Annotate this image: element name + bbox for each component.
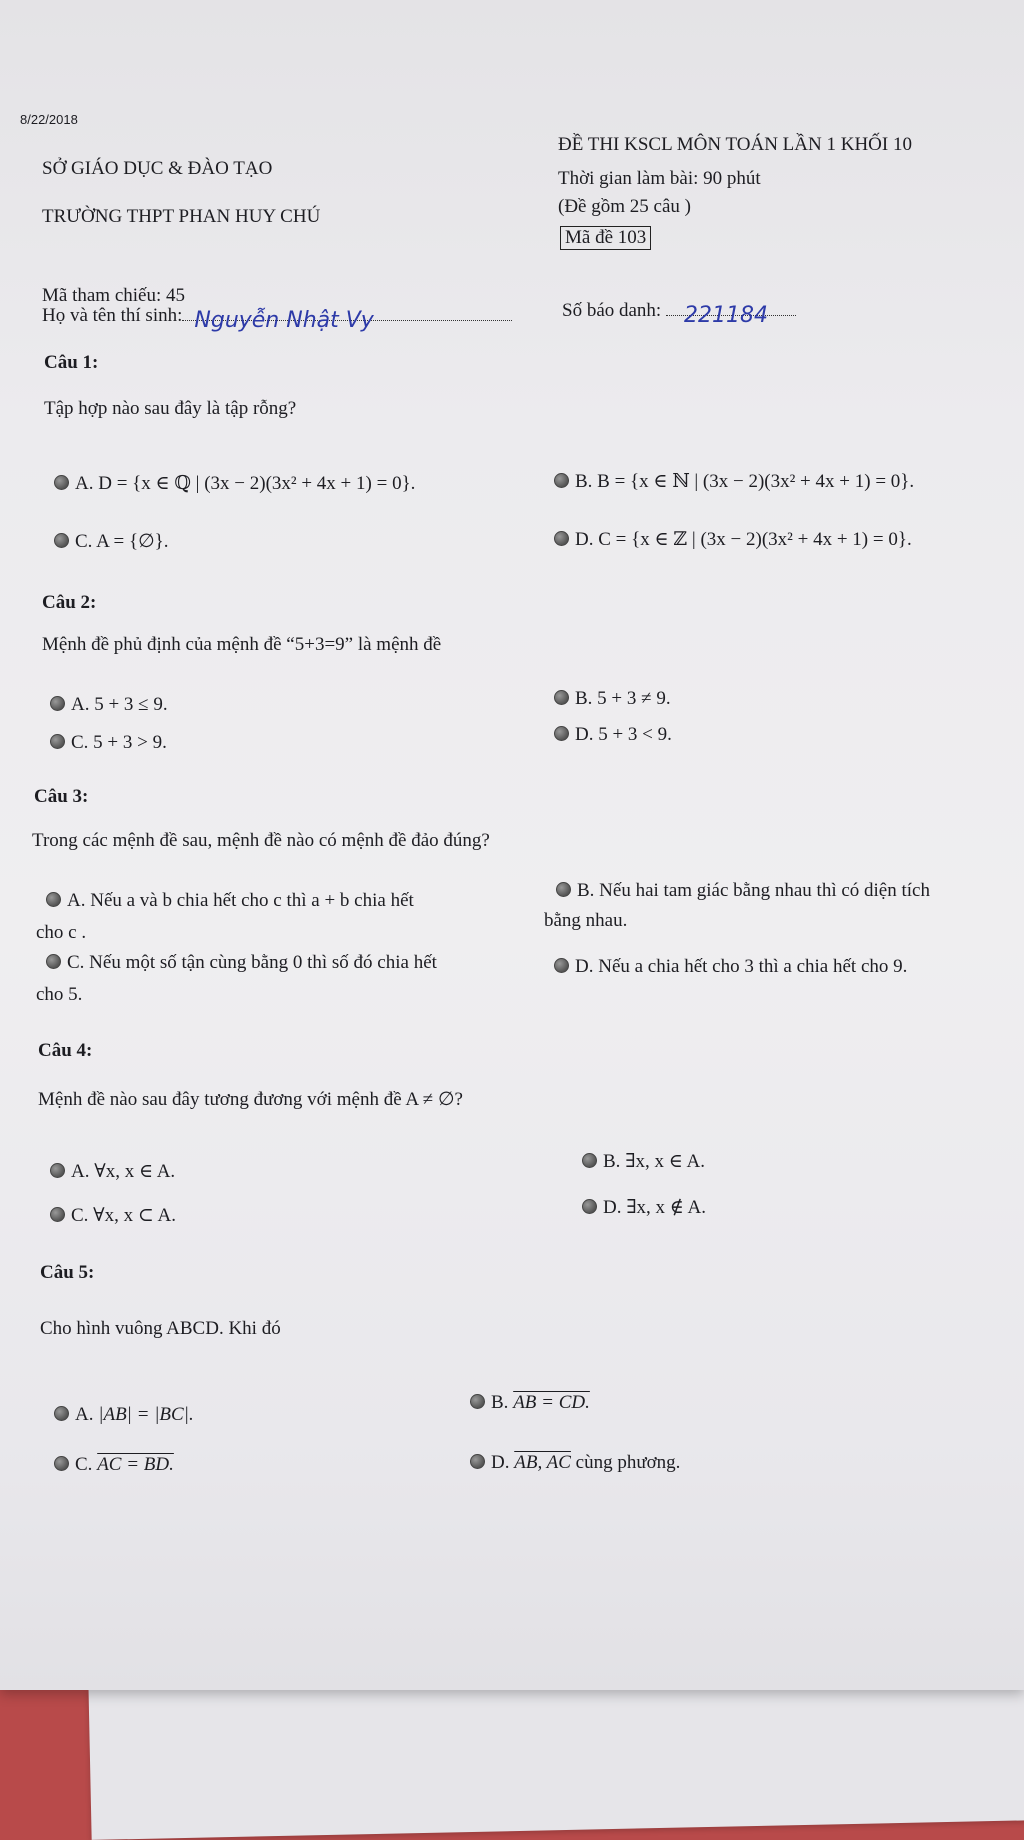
question-4-text: Mệnh đề nào sau đây tương đương với mệnh đề A ≠ ∅? [38, 1089, 463, 1110]
question-5-label: Câu 5: [40, 1262, 95, 1283]
question-3-option-b-cont: bằng nhau. [544, 910, 628, 931]
radio-bullet-icon [554, 473, 569, 488]
radio-bullet-icon [470, 1454, 485, 1469]
department-name: SỞ GIÁO DỤC & ĐÀO TẠO [42, 158, 273, 179]
question-1-option-a[interactable]: A. D = {x ∈ ℚ | (3x − 2)(3x² + 4x + 1) = 0}. [54, 472, 415, 495]
radio-bullet-icon [54, 1406, 69, 1421]
radio-bullet-icon [50, 1163, 65, 1178]
question-4-option-b[interactable]: B. ∃x, x ∈ A. [582, 1150, 705, 1173]
radio-bullet-icon [50, 1207, 65, 1222]
question-5-option-c[interactable]: C. AC = BD. [54, 1454, 174, 1476]
print-date: 8/22/2018 [20, 112, 78, 127]
sbd-handwritten: 221184 [683, 303, 768, 328]
question-4-option-a[interactable]: A. ∀x, x ∈ A. [50, 1160, 175, 1183]
question-5-option-d[interactable]: D. AB, AC cùng phương. [470, 1452, 680, 1474]
radio-bullet-icon [46, 892, 61, 907]
candidate-name-line [182, 308, 512, 333]
question-3-option-b[interactable]: B. Nếu hai tam giác bằng nhau thì có diện tích [556, 880, 930, 902]
question-1-option-b[interactable]: B. B = {x ∈ ℕ | (3x − 2)(3x² + 4x + 1) = 0}. [554, 470, 914, 493]
exam-time: Thời gian làm bài: 90 phút [558, 168, 761, 189]
question-5-text: Cho hình vuông ABCD. Khi đó [40, 1318, 281, 1339]
radio-bullet-icon [582, 1199, 597, 1214]
exam-code: Mã đề 103 [560, 226, 651, 250]
school-name: TRƯỜNG THPT PHAN HUY CHÚ [42, 206, 321, 227]
radio-bullet-icon [54, 1456, 69, 1471]
question-4-option-d[interactable]: D. ∃x, x ∉ A. [582, 1196, 706, 1219]
question-3-option-a[interactable]: A. Nếu a và b chia hết cho c thì a + b chia hết [46, 890, 414, 912]
radio-bullet-icon [554, 531, 569, 546]
radio-bullet-icon [556, 882, 571, 897]
exam-title: ĐỀ THI KSCL MÔN TOÁN LẦN 1 KHỐI 10 [558, 134, 912, 155]
candidate-name-row [42, 305, 512, 333]
question-3-option-c[interactable]: C. Nếu một số tận cùng bằng 0 thì số đó chia hết [46, 952, 437, 974]
radio-bullet-icon [554, 690, 569, 705]
question-2-option-c[interactable]: C. 5 + 3 > 9. [50, 732, 167, 754]
question-5-option-b[interactable]: B. AB = CD. [470, 1392, 590, 1414]
question-3-text: Trong các mệnh đề sau, mệnh đề nào có mệnh đề đảo đúng? [32, 830, 490, 851]
question-3-option-d[interactable]: D. Nếu a chia hết cho 3 thì a chia hết cho 9. [554, 956, 907, 978]
question-3-option-a-cont: cho c . [36, 922, 87, 943]
radio-bullet-icon [50, 734, 65, 749]
radio-bullet-icon [554, 958, 569, 973]
question-count: (Đề gồm 25 câu ) [558, 196, 691, 217]
question-5-option-a[interactable]: A. |AB| = |BC|. [54, 1404, 194, 1426]
question-2-option-d[interactable]: D. 5 + 3 < 9. [554, 724, 672, 746]
question-1-option-c[interactable]: C. A = {∅}. [54, 530, 169, 553]
candidate-name-label: Họ và tên thí sinh: [42, 305, 183, 326]
question-2-option-a[interactable]: A. 5 + 3 ≤ 9. [50, 694, 168, 716]
reference-code: Mã tham chiếu: 45 [42, 285, 185, 306]
radio-bullet-icon [46, 954, 61, 969]
question-4-label: Câu 4: [38, 1040, 93, 1061]
question-1-label: Câu 1: [44, 352, 99, 373]
question-1-text: Tập hợp nào sau đây là tập rỗng? [44, 398, 297, 419]
underlying-sheet [89, 1670, 1024, 1840]
radio-bullet-icon [50, 696, 65, 711]
radio-bullet-icon [554, 726, 569, 741]
radio-bullet-icon [54, 533, 69, 548]
question-2-text: Mệnh đề phủ định của mệnh đề “5+3=9” là mệnh đề [42, 634, 442, 655]
radio-bullet-icon [470, 1394, 485, 1409]
radio-bullet-icon [582, 1153, 597, 1168]
question-3-option-c-cont: cho 5. [36, 984, 83, 1005]
question-2-label: Câu 2: [42, 592, 97, 613]
sbd-row [562, 300, 796, 328]
candidate-name-handwritten: Nguyễn Nhật Vy [194, 308, 374, 333]
question-4-option-c[interactable]: C. ∀x, x ⊂ A. [50, 1204, 176, 1227]
question-3-label: Câu 3: [34, 786, 89, 807]
sbd-line [666, 303, 796, 328]
radio-bullet-icon [54, 475, 69, 490]
question-1-option-d[interactable]: D. C = {x ∈ ℤ | (3x − 2)(3x² + 4x + 1) = 0}. [554, 528, 912, 551]
sbd-label: Số báo danh: [562, 300, 662, 321]
question-2-option-b[interactable]: B. 5 + 3 ≠ 9. [554, 688, 671, 710]
